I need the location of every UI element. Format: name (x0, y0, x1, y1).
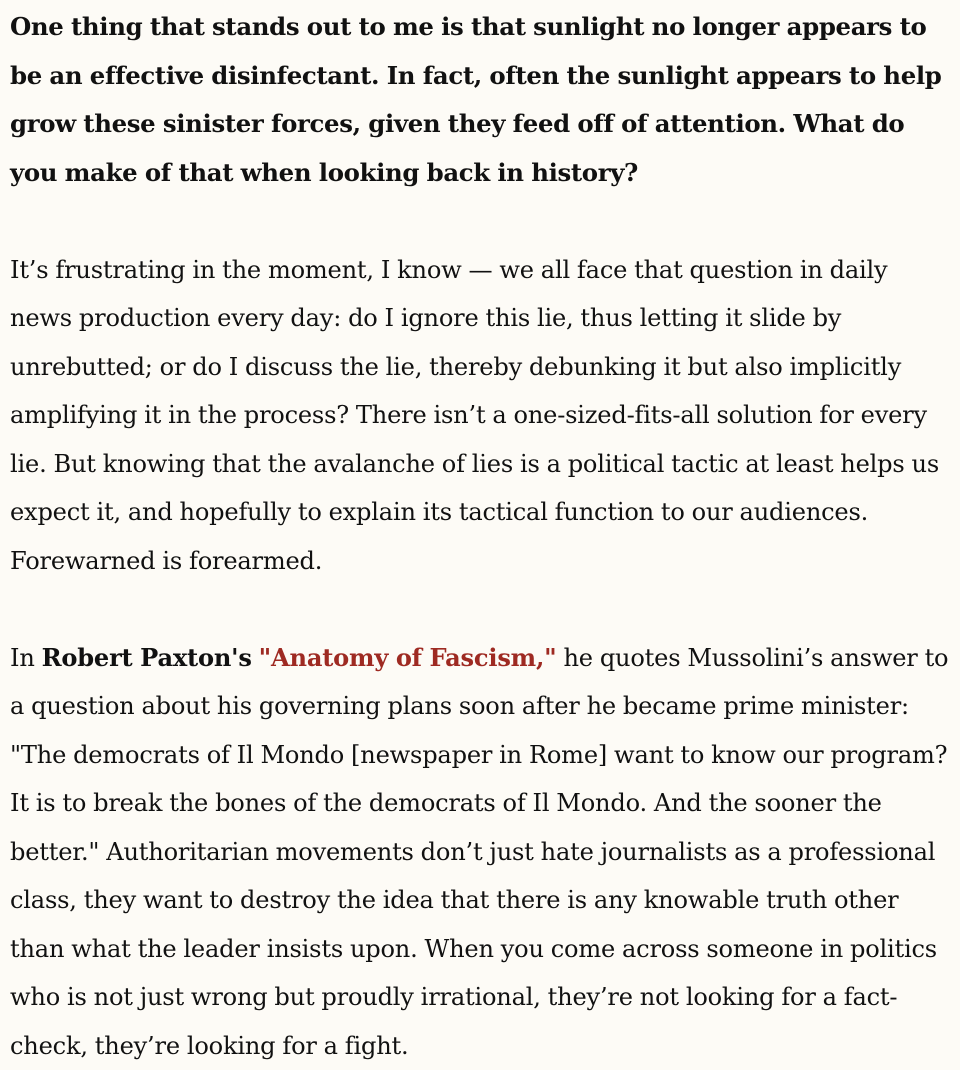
author-name: Robert Paxton's (42, 643, 252, 672)
answer-paragraph-2 (10, 634, 950, 1070)
answer-paragraph-1: It’s frustrating in the moment, I know — we all face that question in daily news production every day: do I ignore this lie, thus letting it slide by unrebutted; or do I discuss the lie, thereby debunking it but also implicitly amplifying it in the process? There isn’t a one-sized-fits-all solution for every lie. But knowing that the avalanche of lies is a political tactic at least helps us expect it, and hopefully to explain its tactical function to our audiences. Forewarned is forearmed. (10, 246, 950, 586)
book-title-link[interactable]: "Anatomy of Fascism," (259, 643, 557, 672)
article-body (0, 3, 960, 1070)
interview-question: One thing that stands out to me is that sunlight no longer appears to be an effective disinfectant. In fact, often the sunlight appears to help grow these sinister forces, given they feed off of attention. What do you make of that when looking back in history? (10, 3, 950, 197)
answer-paragraph-2-intro: In (10, 644, 42, 672)
answer-paragraph-2-rest: he quotes Mussolini’s answer to a question about his governing plans soon after he became prime minister: "The democrats of Il Mondo [newspaper in Rome] want to know our program? It is to break the bones of the democrats of Il Mondo. And the sooner the better." Authoritarian movements don’t just hate journalists as a professional class, they want to destroy the idea that there is any knowable truth other than what the leader insists upon. When you come across someone in politics who is not just wrong but proudly irrational, they’re not looking for a fact-check, they’re looking for a fight. (10, 644, 948, 1060)
answer-paragraph-2-space (252, 644, 259, 672)
